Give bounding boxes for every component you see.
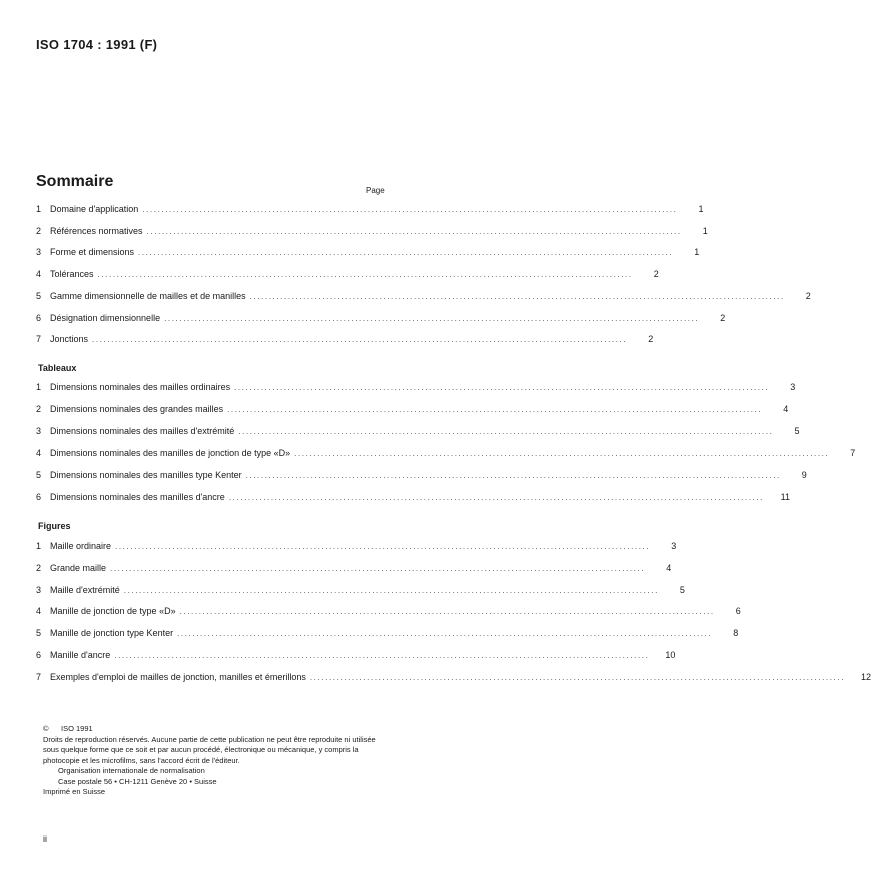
copyright-symbol: © [43,724,49,733]
toc-leader-dots: ............................................................................................................................................ [234,383,770,392]
toc-entry-number: 3 [36,584,42,595]
toc-entry-label: Dimensions nominales des mailles ordinaires [50,382,231,392]
toc-leader-dots: ............................................................................................................................................ [238,427,774,436]
toc-entry-label: Dimensions nominales des mailles d'extrémité [50,426,235,436]
toc-entry-page: 9 [801,470,807,480]
toc-entry-number: 3 [36,426,42,436]
toc-entry-number: 4 [36,606,42,617]
toc-entry-number: 4 [36,269,42,280]
figures-heading: Figures [38,521,71,531]
toc-entry[interactable] [36,204,704,218]
document-id: ISO 1704 : 1991 (F) [36,37,158,52]
toc-entry-label: Références normatives [50,225,143,236]
toc-entry-page: 2 [648,334,654,345]
toc-entry-number: 2 [36,562,42,573]
toc-entry-page: 6 [735,606,741,617]
toc-leader-dots: ............................................................................................................................................ [179,607,715,617]
toc-entry-number: 6 [36,492,42,502]
toc-leader-dots: ............................................................................................................................................ [294,449,830,458]
toc-entry[interactable] [36,470,807,484]
toc-leader-dots: ............................................................................................................................................ [142,205,678,214]
toc-entry-page: 10 [665,650,676,660]
toc-entry-number: 4 [36,448,42,458]
toc-entry-page: 2 [653,269,659,280]
toc-entry[interactable] [36,650,676,664]
toc-entry-number: 5 [36,290,42,301]
toc-entry-page: 1 [694,247,700,258]
toc-leader-dots: ............................................................................................................................................ [138,248,674,258]
toc-entry-number: 2 [36,225,42,236]
toc-entry[interactable] [36,247,700,261]
toc-entry[interactable] [36,671,871,686]
footer-page-number: ii [43,834,47,844]
toc-leader-dots: ............................................................................................................................................ [309,672,846,682]
toc-entry[interactable] [36,312,726,327]
toc-leader-dots: ............................................................................................................................................ [227,405,763,414]
page-title: Sommaire [36,173,114,190]
toc-entry-number: 6 [36,650,42,660]
toc-entry-number: 1 [36,541,42,551]
toc-entry-number: 6 [36,312,42,323]
toc-entry[interactable] [36,448,856,462]
copyright-block [43,724,393,798]
toc-entry[interactable] [36,290,811,305]
toc-entry-label: Domaine d'application [50,204,139,214]
toc-entry-label: Dimensions nominales des manilles de jonction de type «D» [50,448,291,458]
toc-entry-page: 2 [805,290,811,301]
toc-entry-label: Manille de jonction de type «D» [50,606,176,617]
toc-entry-number: 2 [36,404,42,414]
toc-entry[interactable] [36,606,741,620]
toc-entry-label: Gamme dimensionnelle de mailles et de manilles [50,290,246,301]
toc-entry[interactable] [36,492,790,506]
copyright-year: ISO 1991 [61,724,93,733]
toc-entry-label: Tolérances [50,269,94,280]
toc-entry-page: 5 [679,584,685,595]
toc-entry-label: Manille de jonction type Kenter [50,628,174,639]
toc-entry-label: Grande maille [50,562,107,573]
tables-heading: Tableaux [38,363,77,373]
toc-entry-label: Dimensions nominales des manilles d'ancre [50,492,225,502]
toc-entry-label: Dimensions nominales des grandes mailles [50,404,224,414]
toc-entry-label: Manille d'ancre [50,650,111,660]
copyright-address: Case postale 56 • CH-1211 Genève 20 • Suisse [58,776,217,786]
toc-leader-dots: ............................................................................................................................................ [228,493,764,502]
toc-entry[interactable] [36,584,685,599]
toc-leader-dots: ............................................................................................................................................ [97,270,633,280]
toc-entry-number: 1 [36,204,42,214]
toc-entry[interactable] [36,225,708,240]
toc-entry[interactable] [36,382,796,396]
toc-entry-label: Jonctions [50,334,89,345]
toc-leader-dots: ............................................................................................................................................ [114,651,650,660]
toc-entry[interactable] [36,562,672,577]
toc-leader-dots: ............................................................................................................................................ [245,471,781,480]
toc-leader-dots: ............................................................................................................................................ [164,313,700,323]
toc-entry-page: 1 [702,225,708,236]
toc-leader-dots: ............................................................................................................................................ [92,335,628,345]
toc-entry-page: 3 [671,541,677,551]
toc-entry-page: 7 [850,448,856,458]
toc-entry[interactable] [36,404,789,418]
toc-entry-number: 5 [36,628,42,639]
toc-entry-label: Désignation dimensionnelle [50,312,161,323]
copyright-organization: Organisation internationale de normalisation [58,766,205,775]
toc-entry-page: 11 [780,492,790,502]
toc-entry-number: 5 [36,470,42,480]
toc-entry-label: Maille d'extrémité [50,584,120,595]
toc-entry-label: Forme et dimensions [50,247,135,258]
toc-leader-dots: ............................................................................................................................................ [123,585,659,595]
toc-leader-dots: ............................................................................................................................................ [177,629,713,639]
toc-entry-page: 2 [720,312,726,323]
toc-leader-dots: ............................................................................................................................................ [146,226,682,236]
toc-entry[interactable] [36,426,800,440]
toc-entry-page: 12 [861,671,871,682]
toc-entry[interactable] [36,334,654,348]
toc-leader-dots: ............................................................................................................................................ [115,542,651,551]
toc-leader-dots: ............................................................................................................................................ [249,291,785,301]
copyright-printed: Imprimé en Suisse [43,787,106,796]
copyright-rights: Droits de reproduction réservés. Aucune partie de cette publication ne peut être reproduite ni utilisée sous quelque forme que ce soit et par aucun procédé, électronique ou mécanique, y compris la photocopie et les microfilms, sans l'accord écrit de l'éditeur. [43,734,376,765]
toc-entry-number: 7 [36,671,42,682]
toc-entry[interactable] [36,541,677,555]
toc-entry-label: Exemples d'emploi de mailles de jonction, manilles et émerillons [50,671,306,682]
toc-entry-page: 8 [733,628,739,639]
toc-entry-number: 7 [36,334,42,345]
toc-leader-dots: ............................................................................................................................................ [110,563,646,573]
toc-entry-page: 4 [666,562,672,573]
page-column-label: Page [366,186,385,195]
toc-entry[interactable] [36,269,659,283]
toc-entry-number: 1 [36,382,42,392]
toc-entry-page: 4 [783,404,789,414]
toc-entry[interactable] [36,628,739,642]
toc-entry-label: Dimensions nominales des manilles type Kenter [50,470,242,480]
toc-entry-number: 3 [36,247,42,258]
toc-entry-page: 5 [794,426,800,436]
toc-entry-page: 1 [698,204,704,214]
toc-entry-page: 3 [790,382,796,392]
toc-entry-label: Maille ordinaire [50,541,112,551]
